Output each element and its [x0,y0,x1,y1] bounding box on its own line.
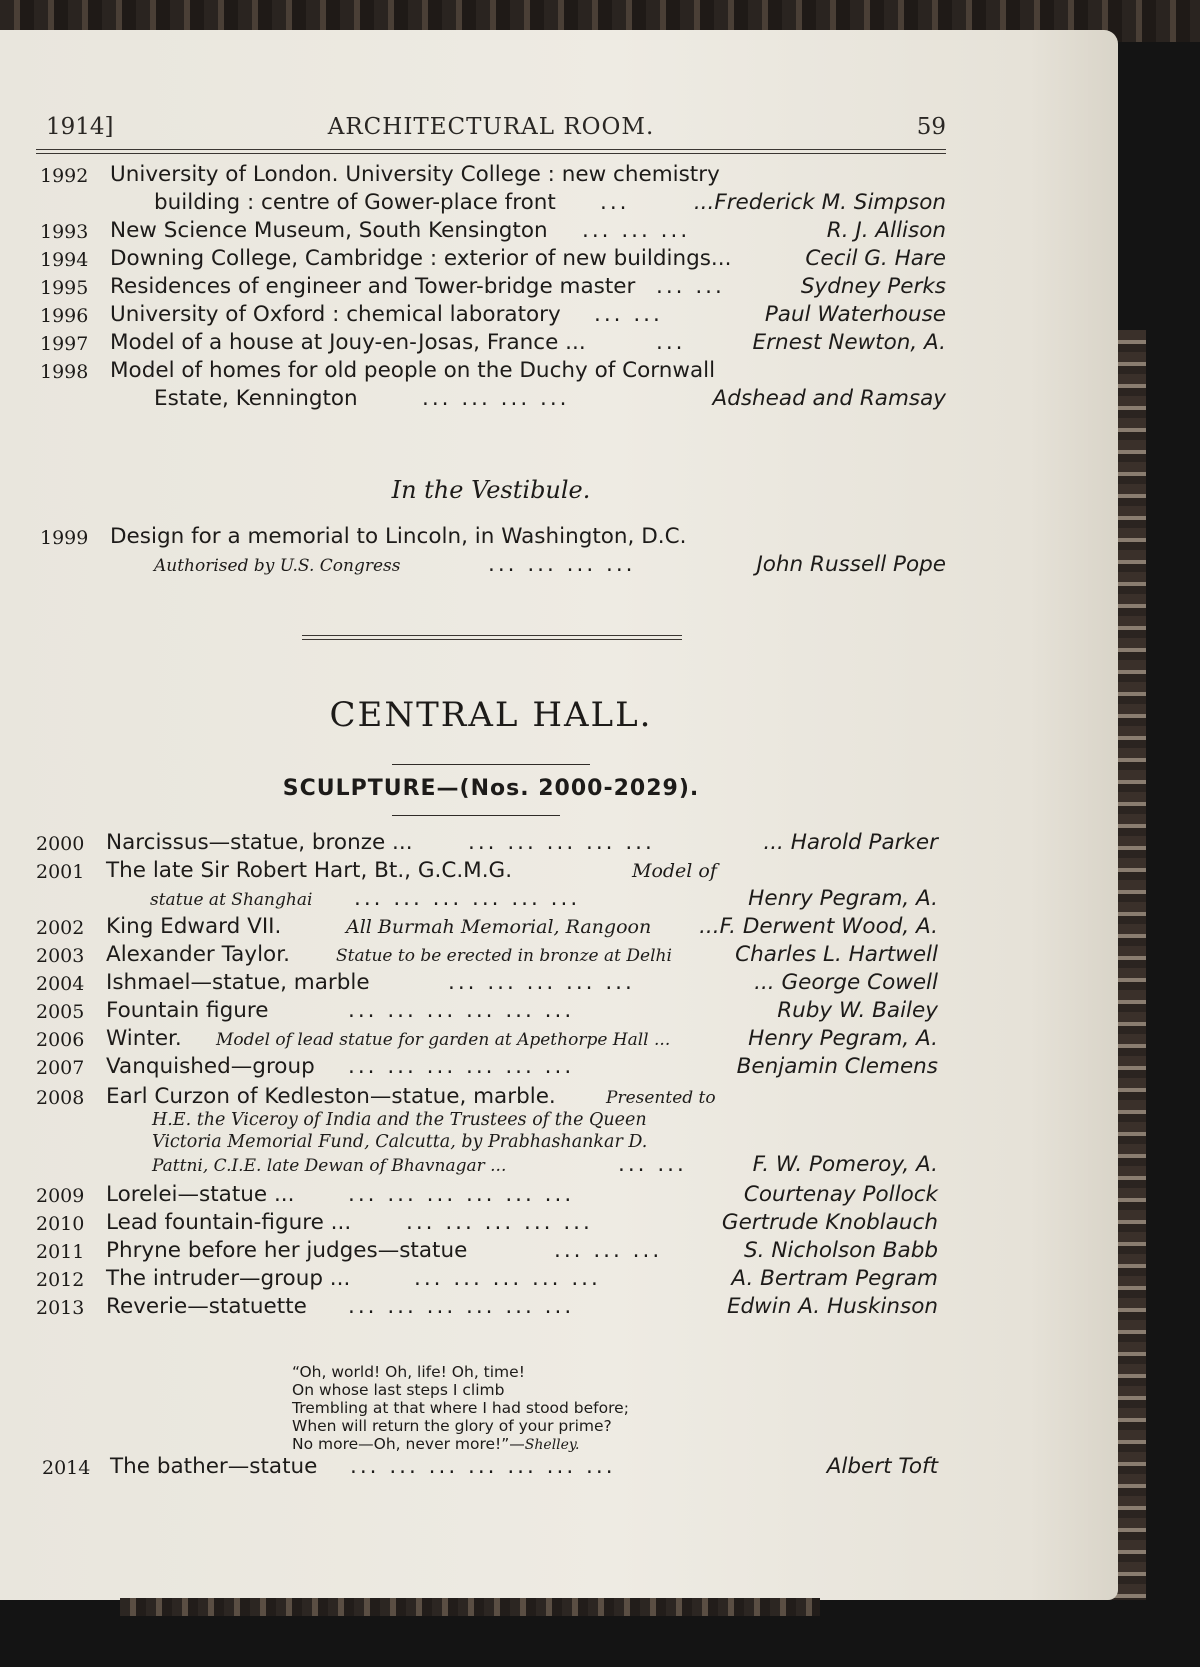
entry-row [36,1024,946,1054]
header-year: 1914] [46,114,114,140]
entry-title: Design for a memorial to Lincoln, in Washington, D.C. [110,524,687,549]
entry-title: Model of a house at Jouy-en-Josas, France ... [110,330,586,355]
entry-row [36,300,946,330]
entry-row [36,1208,946,1238]
entry-title: King Edward VII. [106,914,282,939]
entry-row [36,1264,946,1294]
entry-row [36,1052,946,1082]
entry-number: 2007 [36,1057,85,1079]
leader-dots: ... ... [594,302,663,327]
entry-continuation: Estate, Kennington [154,386,358,411]
entry-author: A. Bertram Pegram [731,1266,938,1291]
entry-author: Gertrude Knoblauch [721,1210,938,1235]
leader-dots: ... ... ... ... ... [448,970,635,995]
entry-title: The bather—statue [110,1454,318,1479]
entry-note: Statue to be erected in bronze at Delhi [336,946,672,966]
entry-row [36,272,946,302]
entry-note: Model of [632,860,717,882]
entry-number: 2013 [36,1297,85,1319]
entry-title: New Science Museum, South Kensington [110,218,548,243]
poem-line: On whose last steps I climb [292,1381,505,1399]
entry-title: Narcissus—statue, bronze ... [106,830,413,855]
entry-row [36,550,946,580]
header-double-rule [36,149,946,154]
entry-number: 2014 [42,1457,91,1479]
poem-quote [292,1363,629,1454]
entry-title: Fountain figure [106,998,269,1023]
entry-row [36,522,946,552]
entry-note: All Burmah Memorial, Rangoon [346,916,652,938]
entry-row [36,384,946,414]
entry-row [36,856,946,886]
entry-row [36,1180,946,1210]
entry-continuation: building : centre of Gower-place front [154,190,556,215]
leader-dots: ... ... [656,274,725,299]
leader-dots: ... ... ... ... ... ... ... [350,1454,616,1479]
entry-number: 1995 [40,277,89,299]
entry-author: Courtenay Pollock [743,1182,938,1207]
leader-dots: ... ... ... ... ... ... [348,1182,575,1207]
entry-author: R. J. Allison [826,218,946,243]
entry-row [36,968,946,998]
entry-note: Model of lead statue for garden at Apethorpe Hall ... [216,1030,671,1050]
leader-dots: ... ... [618,1152,687,1177]
entry-author: John Russell Pope [756,552,946,577]
entry-number: 2008 [36,1087,85,1109]
leader-dots: ... [600,190,630,215]
entry-author: Ruby W. Bailey [777,998,938,1023]
entry-author: Henry Pegram, A. [748,1026,938,1051]
entry-title: Downing College, Cambridge : exterior of new buildings... [110,246,732,271]
entry-author: ... Harold Parker [763,830,938,855]
entry-number: 1996 [40,305,89,327]
entry-number: 1994 [40,249,89,271]
entry-number: 2005 [36,1001,85,1023]
header-title: ARCHITECTURAL ROOM. [327,114,655,140]
heading-rule [392,764,590,765]
section-divider [302,635,682,640]
entry-author: ...Frederick M. Simpson [693,190,946,215]
vestibule-heading: In the Vestibule. [391,476,591,504]
entry-number: 1998 [40,361,89,383]
entry-title: Phryne before her judges—statue [106,1238,468,1263]
entry-note-line: Victoria Memorial Fund, Calcutta, by Prabhashankar D. [152,1132,648,1152]
entry-title: Winter. [106,1026,182,1051]
entry-number: 1999 [40,527,89,549]
entry-author: ... George Cowell [754,970,938,995]
entry-author: S. Nicholson Babb [744,1238,938,1263]
entry-note: Presented to [606,1088,716,1108]
poem-line: When will return the glory of your prime? [292,1417,612,1435]
entry-title: University of London. University College : new chemistry [110,162,720,187]
entry-author: Henry Pegram, A. [748,886,938,911]
poem-line: “Oh, world! Oh, life! Oh, time! [292,1363,525,1381]
entry-title: Alexander Taylor. [106,942,290,967]
leader-dots: ... ... ... ... [488,552,636,577]
entry-author: Albert Toft [826,1454,938,1479]
entry-author: F. W. Pomeroy, A. [752,1152,938,1177]
entry-row [36,356,946,386]
entry-author: Benjamin Clemens [736,1054,938,1079]
leader-dots: ... [656,330,686,355]
central-hall-heading: CENTRAL HALL. [329,695,653,735]
book-page [0,30,1118,1600]
entry-note: Pattni, C.I.E. late Dewan of Bhavnagar ... [152,1156,507,1176]
entry-number: 2002 [36,917,85,939]
page-number: 59 [916,114,946,140]
entry-title: The late Sir Robert Hart, Bt., G.C.M.G. [106,858,513,883]
poem-line: Trembling at that where I had stood before; [292,1399,629,1417]
entry-number: 2006 [36,1029,85,1051]
entry-title: Reverie—statuette [106,1294,307,1319]
entry-title: Lorelei—statue ... [106,1182,295,1207]
entry-author: Edwin A. Huskinson [726,1294,938,1319]
entry-author: Ernest Newton, A. [752,330,946,355]
entry-number: 1993 [40,221,89,243]
entry-author: Sydney Perks [800,274,946,299]
entry-title: Earl Curzon of Kedleston—statue, marble. [106,1084,556,1109]
entry-number: 2001 [36,861,85,883]
entry-number: 1992 [40,165,89,187]
leader-dots: ... ... ... ... ... ... [354,886,581,911]
entry-number: 2009 [36,1185,85,1207]
leader-dots: ... ... ... ... ... ... [348,998,575,1023]
entry-title: Ishmael—statue, marble [106,970,370,995]
entry-row [36,828,946,858]
entry-note: statue at Shanghai [150,890,313,910]
entry-number: 2000 [36,833,85,855]
entry-row [36,940,946,970]
entry-title: Residences of engineer and Tower-bridge master [110,274,636,299]
entry-row [36,1292,946,1322]
entry-note: Authorised by U.S. Congress [154,556,401,576]
leader-dots: ... ... ... [582,218,691,243]
entry-title: The intruder—group ... [106,1266,351,1291]
entry-row [36,188,946,218]
entry-row [36,216,946,246]
entry-number: 1997 [40,333,89,355]
entry-row [36,1452,946,1482]
entry-number: 2012 [36,1269,85,1291]
book-binding-bottom [120,1598,820,1616]
entry-row [36,160,946,190]
entry-author: ...F. Derwent Wood, A. [699,914,938,939]
leader-dots: ... ... ... ... ... [406,1210,593,1235]
entry-title: Vanquished—group [106,1054,315,1079]
leader-dots: ... ... ... [554,1238,663,1263]
entry-number: 2004 [36,973,85,995]
leader-dots: ... ... ... ... ... ... [348,1294,575,1319]
poem-line: No more—Oh, never more!”— [292,1435,525,1453]
entry-author: Charles L. Hartwell [735,942,938,967]
entry-title: Model of homes for old people on the Duchy of Cornwall [110,358,716,383]
entry-row [36,884,946,914]
entry-author: Cecil G. Hare [805,246,946,271]
poem-attribution: Shelley. [524,1437,580,1453]
entry-title: University of Oxford : chemical laboratory [110,302,561,327]
leader-dots: ... ... ... ... [422,386,570,411]
entry-author: Paul Waterhouse [764,302,946,327]
heading-rule [392,815,560,816]
sculpture-subheading: SCULPTURE—(Nos. 2000-2029). [282,776,700,801]
leader-dots: ... ... ... ... ... [414,1266,601,1291]
entry-title: Lead fountain-figure ... [106,1210,352,1235]
entry-row [36,1236,946,1266]
entry-number: 2003 [36,945,85,967]
entry-row [36,1150,946,1180]
entry-row [36,328,946,358]
entry-row [36,912,946,942]
leader-dots: ... ... ... ... ... ... [348,1054,575,1079]
entry-number: 2010 [36,1213,85,1235]
leader-dots: ... ... ... ... ... [468,830,655,855]
entry-author: Adshead and Ramsay [712,386,946,411]
entry-row [36,996,946,1026]
entry-number: 2011 [36,1241,85,1263]
entry-note-line: H.E. the Viceroy of India and the Trustees of the Queen [152,1110,647,1130]
entry-row [36,244,946,274]
